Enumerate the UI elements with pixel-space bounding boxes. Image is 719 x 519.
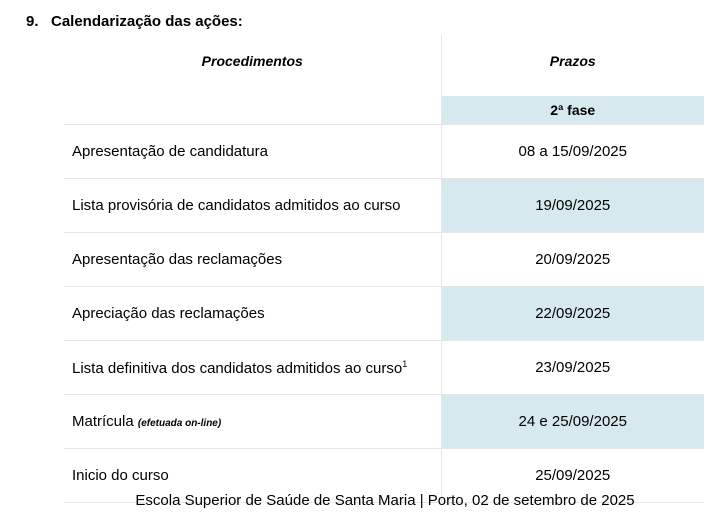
- phase-label: 2ª fase: [441, 96, 704, 125]
- procedure-cell: [64, 395, 441, 449]
- phase-row: [64, 96, 704, 125]
- date-cell: 20/09/2025: [441, 233, 704, 287]
- date-cell: 25/09/2025: [441, 449, 704, 503]
- footnote-marker: 1: [402, 358, 408, 369]
- procedure-cell: Apresentação de candidatura: [64, 125, 441, 179]
- section-title: Calendarização das ações:: [51, 13, 243, 30]
- table-row: [64, 233, 704, 287]
- table-row: [64, 287, 704, 341]
- section-heading: [26, 13, 243, 30]
- date-cell: 08 a 15/09/2025: [441, 125, 704, 179]
- header-procedures: Procedimentos: [64, 35, 441, 96]
- table-row: [64, 179, 704, 233]
- date-cell: 19/09/2025: [441, 179, 704, 233]
- phase-blank-cell: [64, 96, 441, 125]
- procedure-cell: Lista provisória de candidatos admitidos ao curso: [64, 179, 441, 233]
- section-number: 9.: [26, 13, 39, 30]
- page-footer: Escola Superior de Saúde de Santa Maria | Porto, 02 de setembro de 2025: [135, 492, 635, 509]
- date-cell: 22/09/2025: [441, 287, 704, 341]
- procedure-note: (efetuada on-line): [137, 418, 222, 429]
- date-cell: 23/09/2025: [441, 341, 704, 395]
- table-header-row: [64, 35, 704, 96]
- procedure-cell: Apresentação das reclamações: [64, 233, 441, 287]
- date-cell: 24 e 25/09/2025: [441, 395, 704, 449]
- table-row: [64, 395, 704, 449]
- procedure-text: Matrícula: [72, 413, 134, 430]
- table-row: [64, 125, 704, 179]
- procedure-cell: Apreciação das reclamações: [64, 287, 441, 341]
- procedure-text: Lista definitiva dos candidatos admitidos ao curso: [72, 359, 403, 377]
- procedure-cell: Inicio do curso: [64, 449, 441, 503]
- schedule-table: [64, 35, 704, 503]
- table-row: [64, 341, 704, 395]
- header-deadlines: Prazos: [549, 52, 596, 69]
- procedure-cell: [64, 341, 441, 395]
